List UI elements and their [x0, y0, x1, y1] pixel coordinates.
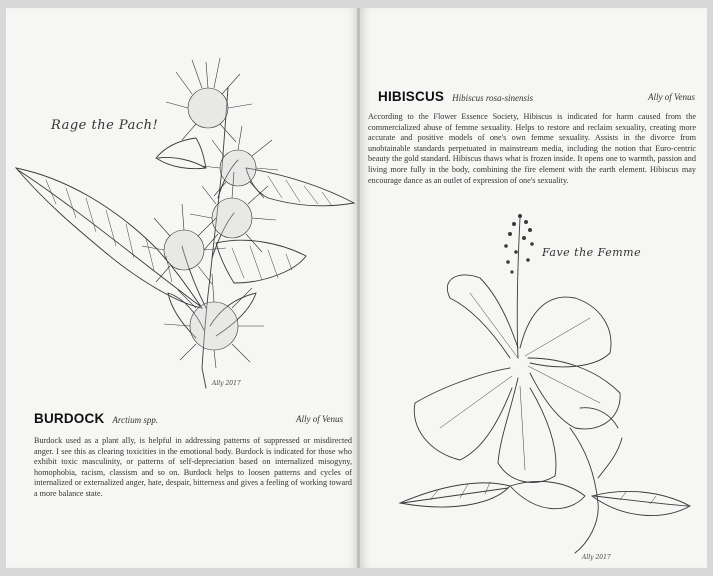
left-caption: Rage the Pach! [51, 118, 159, 133]
burr [190, 172, 276, 252]
hibiscus-latin-name: Hibiscus rosa-sinensis [452, 93, 534, 103]
hibiscus-description: According to the Flower Essence Society, Hibiscus is indicated for harm caused from the commercialized abuse of femme sexuality. Helps to restore and reclaim sexuality, creating more accurate and positive models of one's own femme sexuality. Assists in the divorce from unobtainable standards perpetuated in mainstream media, including the notion that Euro-centric beauty the gold standard. Hibiscus thaws what is frozen inside. It opens one to warmth, passion and living more fully in the body, combining the fire element with the earth element. Hibiscus may encourage dance as an outlet of expression of one's sexuality. [368, 112, 696, 185]
right-caption: Fave the Femme [542, 246, 642, 259]
right-page [360, 8, 707, 568]
burdock-ally: Ally of Venus [296, 414, 343, 424]
hibiscus-title: HIBISCUS [378, 89, 445, 104]
right-signature: Ally 2017 [582, 554, 611, 561]
hibiscus-drawing-icon [360, 8, 707, 568]
left-signature: Ally 2017 [212, 380, 241, 387]
left-page [6, 8, 358, 568]
burr [166, 58, 252, 142]
burdock-description: Burdock used as a plant ally, is helpful in addressing patterns of suppressed or misdirected anger. I see this as clearing toxicities in the emotional body. Burdock is indicated for those who exhibit toxic masculinity, or patterns of self-depreciation based on internalized misogyny, homophobia, racism, classism and so on. Burdock helps to loosen patterns and cycles of internalized or externalized anger, hate, despair, bitterness and gives a feeling of working toward a more balance state. [34, 436, 352, 498]
burdock-title: BURDOCK [34, 411, 105, 426]
burdock-drawing-icon [6, 8, 358, 408]
burdock-latin-name: Arctium spp. [112, 415, 159, 425]
hibiscus-ally: Ally of Venus [648, 92, 695, 102]
burr [164, 274, 264, 368]
left-heading [34, 410, 158, 428]
